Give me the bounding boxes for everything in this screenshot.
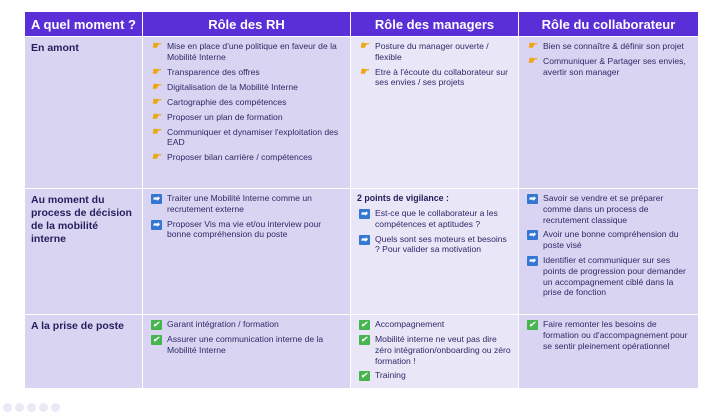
- list-item: ☛ Cartographie des compétences: [149, 97, 345, 108]
- pointing-hand-icon: ☛: [151, 151, 161, 164]
- list-item: ➡ Proposer Vis ma vie et/ou interview pour bonne compréhension du poste: [149, 219, 345, 241]
- check-box-icon: ✔: [149, 334, 163, 345]
- list-item: ➡ Identifier et communiquer sur ses points de progression pour demander un accompagnement ciblé dans la prise de fonction: [525, 255, 693, 298]
- vigilance-heading: 2 points de vigilance :: [357, 193, 449, 203]
- decorative-dots: [3, 399, 63, 417]
- list-item: ☛ Posture du manager ouverte / flexible: [357, 41, 513, 63]
- managers-cell: [351, 315, 519, 389]
- pointing-hand-icon: ☛: [359, 40, 369, 52]
- mobility-roles-table: [24, 11, 699, 389]
- list-item: ☛ Communiquer & Partager ses envies, avertir son manager: [525, 56, 693, 78]
- list-item: ✔ Mobilité interne ne veut pas dire zéro intégration/onboarding ou zéro formation !: [357, 334, 513, 366]
- list-item: ✔ Accompagnement: [357, 319, 513, 330]
- list-item: ✔ Garant intégration / formation: [149, 319, 345, 330]
- list-item: ☛ Digitalisation de la Mobilité Interne: [149, 82, 345, 93]
- check-box-icon: ✔: [149, 319, 163, 330]
- arrow-box-icon: ➡: [149, 219, 163, 230]
- pointing-hand-icon: ☛: [527, 40, 537, 52]
- pointing-hand-icon: ☛: [151, 110, 161, 123]
- list-item: ➡ Savoir se vendre et se préparer comme dans un process de recrutement classique: [525, 193, 693, 225]
- arrow-box-icon: ➡: [149, 193, 163, 204]
- pointing-hand-icon: ☛: [151, 95, 161, 108]
- row-title: En amont: [25, 37, 143, 189]
- row-en-amont: [25, 37, 699, 189]
- header-row: [25, 12, 699, 37]
- header-managers: Rôle des managers: [351, 12, 519, 37]
- header-collaborateur: Rôle du collaborateur: [519, 12, 699, 37]
- rh-cell: [143, 189, 351, 315]
- list-item: ☛ Communiquer et dynamiser l'exploitation des EAD: [149, 127, 345, 149]
- list-item: ➡ Quels sont ses moteurs et besoins ? Pour valider sa motivation: [357, 234, 513, 256]
- list-item: ☛ Bien se connaître & définir son projet: [525, 41, 693, 52]
- arrow-box-icon: ➡: [525, 229, 539, 240]
- list-item: ➡ Avoir une bonne compréhension du poste visé: [525, 229, 693, 251]
- row-title: Au moment du process de décision de la mobilité interne: [25, 189, 143, 315]
- row-title: A la prise de poste: [25, 315, 143, 389]
- collab-cell: [519, 189, 699, 315]
- check-box-icon: ✔: [357, 370, 371, 381]
- rh-cell: [143, 37, 351, 189]
- list-item: ☛ Proposer un plan de formation: [149, 112, 345, 123]
- arrow-box-icon: ➡: [357, 208, 371, 219]
- pointing-hand-icon: ☛: [527, 55, 537, 67]
- list-item: ➡ Traiter une Mobilité Interne comme un recrutement externe: [149, 193, 345, 215]
- list-item: ✔ Faire remonter les besoins de formation ou d'accompagnement pour se sentir pleinement opérationnel: [525, 319, 693, 351]
- managers-cell: [351, 189, 519, 315]
- check-box-icon: ✔: [525, 319, 539, 330]
- list-item: ☛ Transparence des offres: [149, 67, 345, 78]
- list-item: ✔ Training: [357, 370, 513, 381]
- pointing-hand-icon: ☛: [151, 80, 161, 93]
- arrow-box-icon: ➡: [357, 234, 371, 245]
- row-prise-de-poste: [25, 315, 699, 389]
- list-item: ➡ Est-ce que le collaborateur a les compétences et aptitudes ?: [357, 208, 513, 230]
- pointing-hand-icon: ☛: [359, 65, 369, 78]
- pointing-hand-icon: ☛: [151, 125, 161, 138]
- rh-cell: [143, 315, 351, 389]
- collab-cell: [519, 315, 699, 389]
- pointing-hand-icon: ☛: [151, 40, 161, 52]
- list-item: ☛ Proposer bilan carrière / compétences: [149, 152, 345, 163]
- header-rh: Rôle des RH: [143, 12, 351, 37]
- check-box-icon: ✔: [357, 319, 371, 330]
- arrow-box-icon: ➡: [525, 193, 539, 204]
- list-item: ☛ Etre à l'écoute du collaborateur sur ses envies / ses projets: [357, 67, 513, 89]
- row-process-decision: [25, 189, 699, 315]
- managers-cell: [351, 37, 519, 189]
- arrow-box-icon: ➡: [525, 255, 539, 266]
- list-item: ☛ Mise en place d'une politique en faveur de la Mobilité Interne: [149, 41, 345, 63]
- collab-cell: [519, 37, 699, 189]
- pointing-hand-icon: ☛: [151, 65, 161, 78]
- check-box-icon: ✔: [357, 334, 371, 345]
- header-moment: A quel moment ?: [25, 12, 143, 37]
- list-item: ✔ Assurer une communication interne de la Mobilité Interne: [149, 334, 345, 356]
